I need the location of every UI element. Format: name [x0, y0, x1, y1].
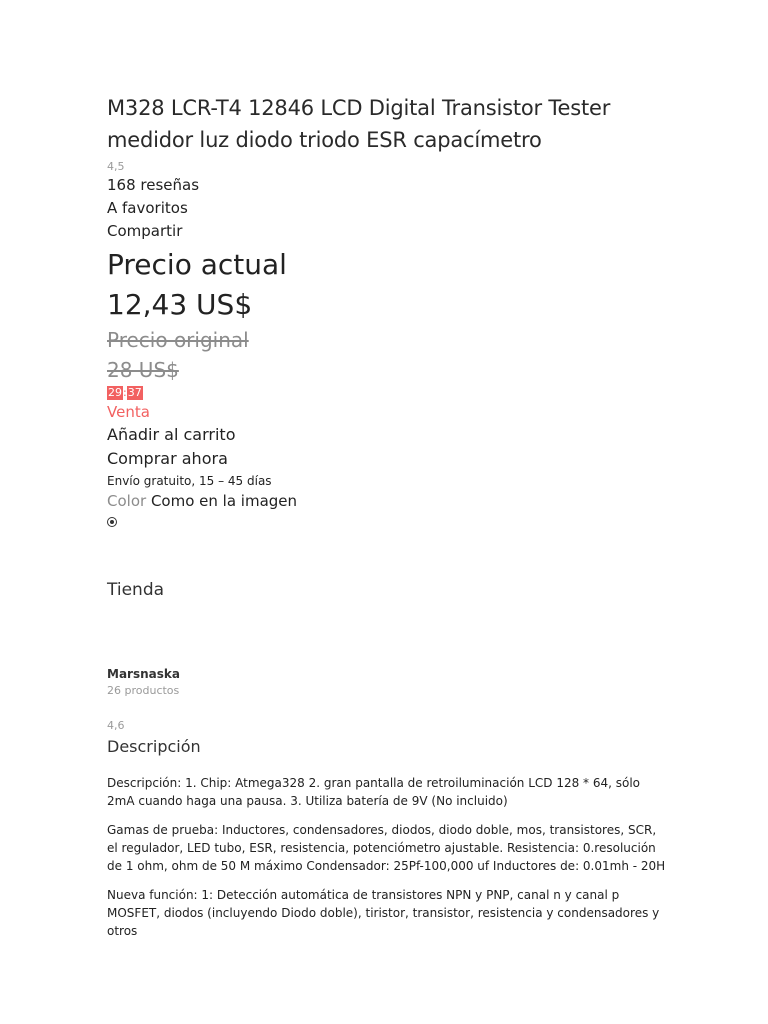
countdown-separator: :: [123, 386, 127, 399]
reviews-link[interactable]: 168 reseñas: [107, 176, 200, 194]
original-price-label: Precio original: [107, 328, 249, 352]
description-paragraph: Descripción: 1. Chip: Atmega328 2. gran pantalla de retroiluminación LCD 128 * 64, sólo 2mA cuando haga una pausa. 3. Utiliza batería de 9V (No incluido): [107, 776, 641, 808]
product-rating: 4,5: [107, 160, 125, 173]
description-paragraph: Gamas de prueba: Inductores, condensadores, diodos, diodo doble, mos, transistores, SCR, el regulador, LED tubo, ESR, resistencia, potenciómetro ajustable. Resistencia: 0.resolución de 1 ohm, ohm de 50 M máximo Condensador: 25Pf-100,000 uf Inductores de: 0.01mh - 20H: [107, 823, 666, 873]
sale-label: Venta: [107, 403, 150, 421]
current-price-label: Precio actual: [107, 248, 287, 281]
countdown-hours: 29: [108, 386, 122, 399]
description-heading: Descripción: [107, 737, 201, 756]
description-paragraph: Nueva función: 1: Detección automática de transistores NPN y PNP, canal n y canal p MOSFET, diodos (incluyendo Diodo doble), tiristor, transistor, resistencia y condensadores y otros: [107, 888, 660, 938]
color-option[interactable]: [107, 512, 667, 531]
countdown-minutes: 37: [127, 386, 142, 399]
store-rating: 4,6: [107, 719, 125, 732]
color-selector: [107, 490, 667, 512]
store-product-count: 26 productos: [107, 684, 180, 697]
original-price-value: 28 US$: [107, 358, 179, 382]
current-price-value: 12,43 US$: [107, 288, 253, 321]
store-name-link[interactable]: Marsnaska: [107, 667, 180, 681]
shipping-info: Envío gratuito, 15 – 45 días: [107, 474, 272, 488]
color-value: Como en la imagen: [150, 492, 298, 510]
sale-countdown: [107, 385, 667, 401]
description-body: [107, 774, 667, 951]
product-title: M328 LCR-T4 12846 LCD Digital Transistor Tester medidor luz diodo triodo ESR capacímetro: [107, 96, 611, 152]
store-heading: Tienda: [107, 580, 165, 600]
radio-selected-icon[interactable]: [107, 517, 117, 527]
share-button[interactable]: Compartir: [107, 222, 183, 240]
add-to-cart-button[interactable]: Añadir al carrito: [107, 425, 236, 444]
product-info: [107, 92, 667, 531]
buy-now-button[interactable]: Comprar ahora: [107, 449, 228, 468]
color-label: Color: [107, 492, 147, 510]
add-to-favorites-button[interactable]: A favoritos: [107, 199, 188, 217]
